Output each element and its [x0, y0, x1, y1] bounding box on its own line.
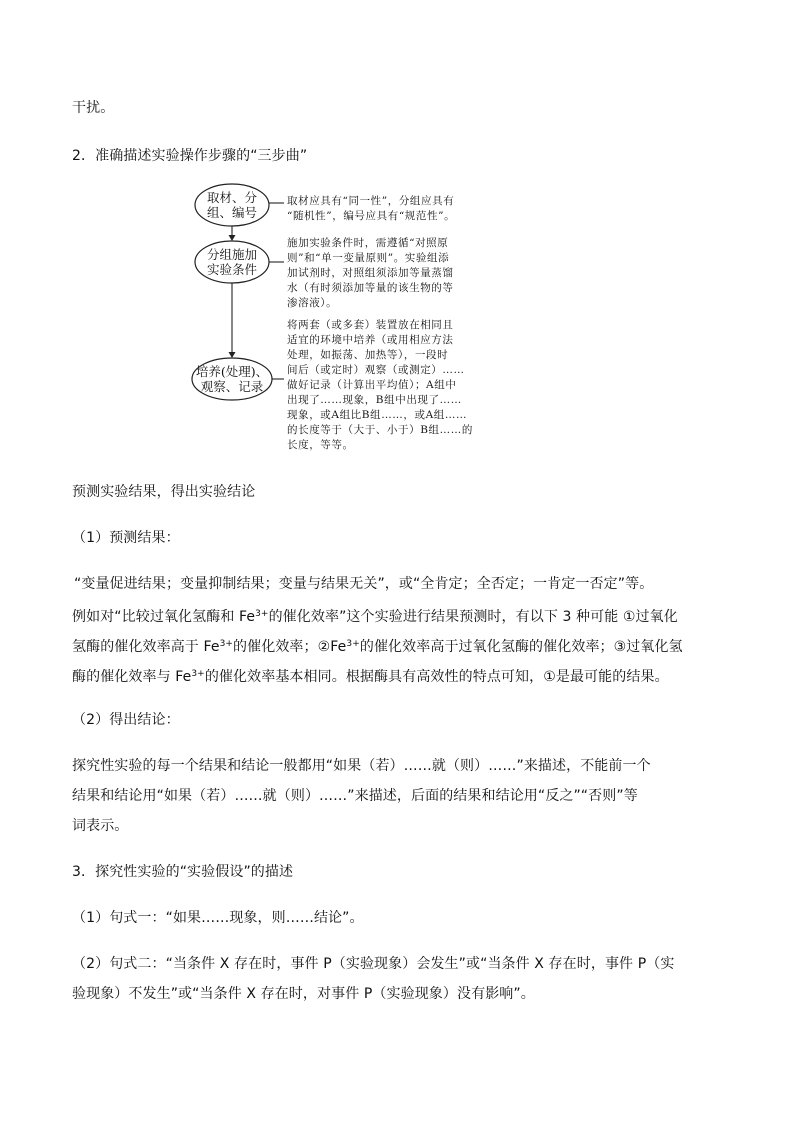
para1-l3c: 的催化效率高于过氧化氢酶的催化效率；③过氧化氢	[359, 639, 683, 655]
flow-arrow-2	[229, 283, 236, 358]
flow-note3-line: 处理，如振荡、加热等），一段时	[287, 349, 449, 361]
flow-note3-line: 将两套（或多套）装置放在相同且	[287, 319, 454, 331]
predict-heading: 预测实验结果，得出实验结论	[72, 484, 256, 500]
top-fragment: 干扰。	[72, 100, 115, 116]
flow-arrow-1	[229, 226, 236, 241]
flow-step3-line1: 培养(处理)、	[195, 364, 269, 379]
flow-step2-line1: 分组施加	[206, 247, 258, 262]
flow-note2-line: 则”和“单一变量原则”。实验组添	[287, 252, 450, 264]
para2-line-2: 结果和结论用“如果（若）……就（则）……”来描述，后面的结果和结论用“反之”“否则”等	[72, 788, 638, 804]
hypothesis-pattern-2-line-1: （2）句式二：“当条件 X 存在时，事件 P（实验现象）会发生”或“当条件 X 存在时，事件 P（实	[72, 956, 675, 972]
para2-line-1: 探究性实验的每一个结果和结论一般都用“如果（若）……就（则）……”来描述，不能前一个	[72, 758, 651, 774]
flow-note3-line: 现象，或A组比B组……，或A组……	[287, 409, 468, 421]
fe-superscript: 3+	[255, 609, 269, 619]
flow-note3-line: 间后（或定时）观察（或测定）……	[287, 364, 465, 376]
hypothesis-pattern-2-line-2: 验现象）不发生”或“当条件 X 存在时，对事件 P（实验现象）没有影响”。	[72, 986, 535, 1002]
flow-note2-line: 渗溶液）。	[287, 297, 338, 309]
para1-line-1: “变量促进结果；变量抑制结果；变量与结果无关”，或“全肯定；全否定；一肯定一否定”等。	[74, 576, 654, 592]
flow-step1-node	[195, 184, 269, 226]
predict-subheading-2: （2）得出结论：	[72, 712, 180, 728]
para1-l4a: 酶的催化效率与 Fe	[72, 669, 192, 685]
flow-note3-line: 的长度等于（大于、小于）B组……的	[287, 424, 473, 436]
flow-note1-line: 取材应具有“同一性”，分组应具有	[287, 195, 455, 207]
flow-step3-line2: 观察、记录	[200, 379, 264, 394]
para2-line-3: 词表示。	[72, 818, 129, 834]
flow-step1-line2: 组、编号	[206, 205, 258, 220]
para1-l2a: 例如对“比较过氧化氢酶和 Fe	[72, 609, 256, 625]
predict-subheading-1: （1）预测结果：	[72, 530, 180, 546]
flow-step2-line2: 实验条件	[206, 262, 258, 277]
flow-note1-line: “随机性”，编号应具有“规范性”。	[287, 210, 456, 222]
para1-line-4	[72, 664, 669, 687]
para1-l2b: 的催化效率”这个实验进行结果预测时，有以下 3 种可能 ①过氧化	[268, 609, 678, 625]
flow-note2-line: 加试剂时，对照组须添加等量蒸馏	[287, 267, 454, 279]
heading-three-steps: 2．准确描述实验操作步骤的“三步曲”	[72, 148, 308, 164]
fe-superscript: 3+	[346, 639, 360, 649]
para1-l3b: 的催化效率；②Fe	[233, 639, 347, 655]
para1-l3a: 氢酶的催化效率高于 Fe	[72, 639, 220, 655]
flow-step3-node	[192, 358, 272, 400]
para1-line-2	[72, 604, 678, 627]
flow-note3-line: 做好记录（计算出平均值）；A组中	[287, 379, 457, 391]
fe-superscript: 3+	[219, 639, 234, 649]
flow-note3-line: 适宜的环境中培养（或用相应方法	[287, 334, 454, 346]
flow-note3-line: 长度，等等。	[287, 439, 354, 451]
flow-note2-line: 水（有时须添加等量的该生物的等	[287, 282, 454, 294]
fe-superscript: 3+	[191, 669, 205, 679]
hypothesis-pattern-1: （1）句式一：“如果……现象，则……结论”。	[72, 910, 364, 926]
para1-l4b: 的催化效率基本相同。根据酶具有高效性的特点可知，①是最可能的结果。	[204, 669, 669, 685]
flow-step2-node	[195, 241, 269, 283]
flow-step1-line1: 取材、分	[206, 190, 258, 205]
heading-hypothesis: 3．探究性实验的“实验假设”的描述	[72, 864, 294, 880]
flow-note2-line: 施加实验条件时，需遵循“对照原	[287, 237, 449, 249]
flow-note3-line: 出现了……现象，B组中出现了……	[287, 394, 462, 406]
para1-line-3	[72, 634, 683, 657]
